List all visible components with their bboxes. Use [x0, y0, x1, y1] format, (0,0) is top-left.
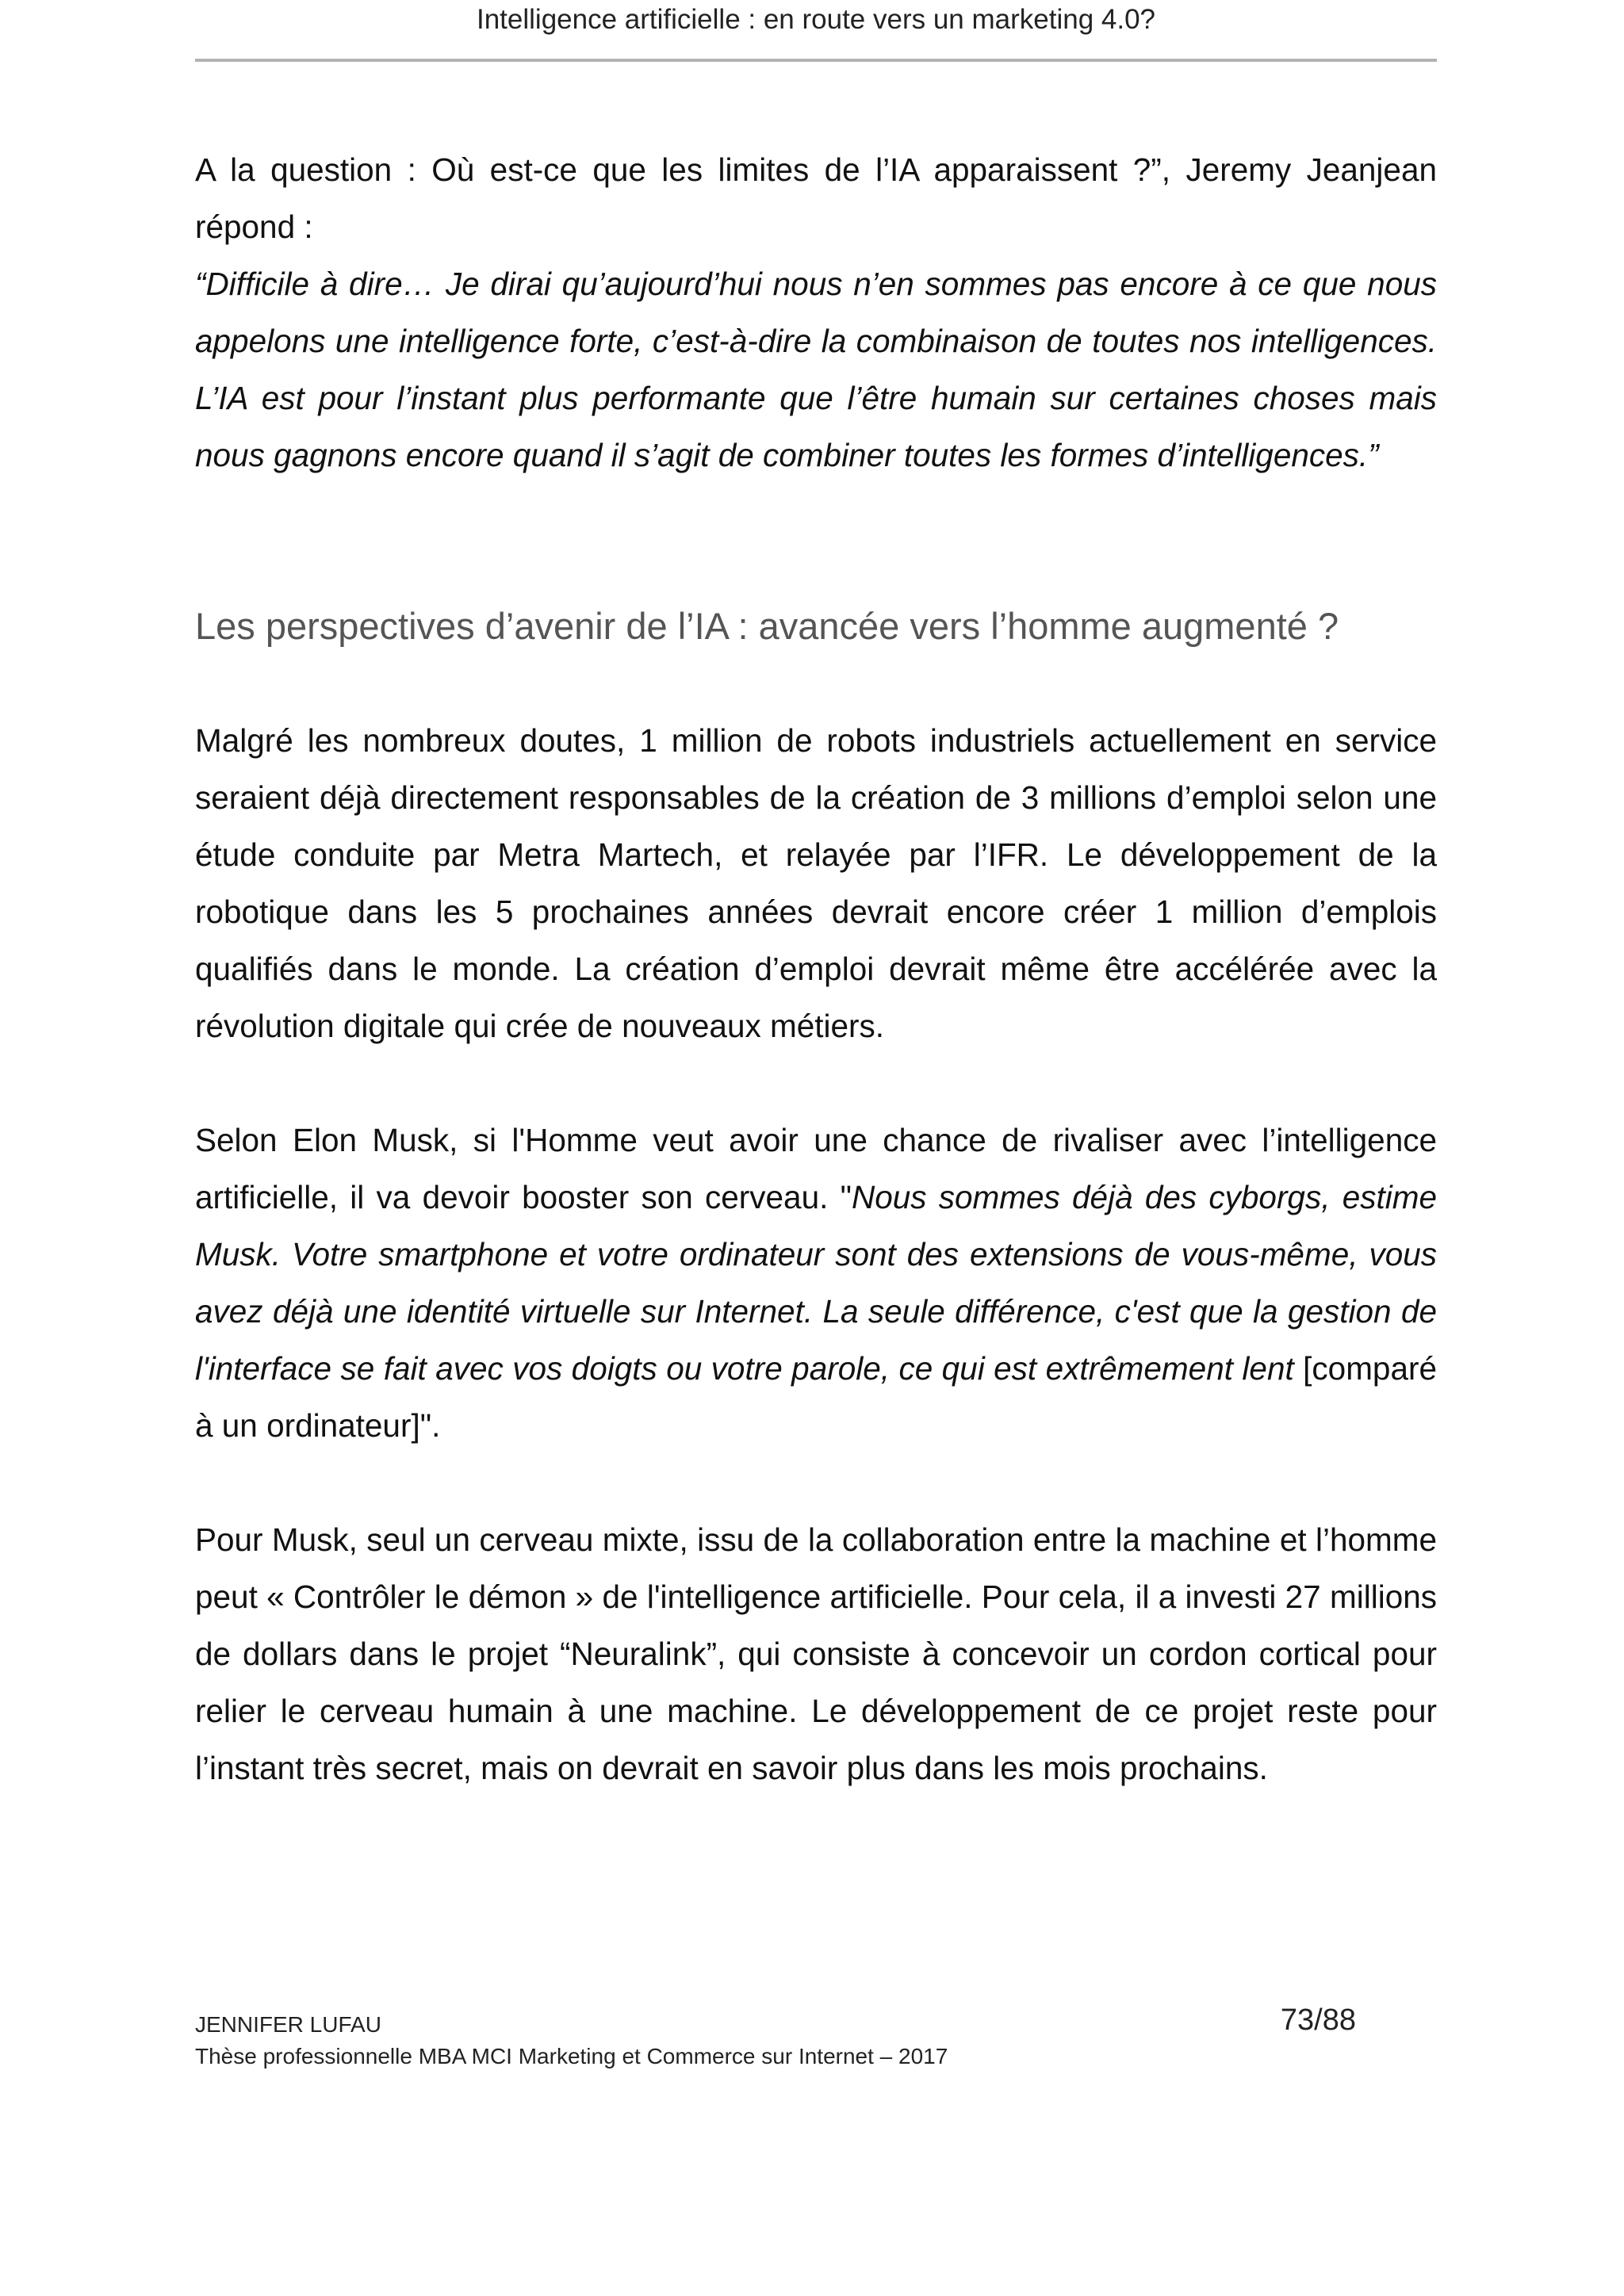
- spacer: [195, 1054, 1437, 1112]
- footer-author: JENNIFER LUFAU: [195, 2012, 381, 2037]
- musk-quote-end: [comparé à un ordinateur]".: [195, 1350, 1437, 1444]
- neuralink-paragraph: Pour Musk, seul un cerveau mixte, issu de la collaboration entre la machine et l’homme peut « Contrôler le démon » de l'intelligence artificielle. Pour cela, il a investi 27 millions de dollars dans le projet “Neuralink”, qui consiste à concevoir un cordon cortical pour relier le cerveau humain à une machine. Le développement de ce projet reste pour l’instant très secret, mais on devrait en savoir plus dans les mois prochains.: [195, 1521, 1437, 1786]
- jeanjean-quote: “Difficile à dire… Je dirai qu’aujourd’hui nous n’en sommes pas encore à ce que nous appelons une intelligence forte, c’est-à-dire la combinaison de toutes nos intelligences. L’IA est pour l’instant plus performante que l’être humain sur certaines choses mais nous gagnons encore quand il s’agit de combiner toutes les formes d’intelligences.”: [195, 266, 1437, 473]
- footer-thesis-title: Thèse professionnelle MBA MCI Marketing et Commerce sur Internet – 2017: [195, 2044, 948, 2068]
- intro-paragraph: A la question : Où est-ce que les limites de l’IA apparaissent ?”, Jeremy Jeanjean répond :: [195, 151, 1437, 245]
- musk-quote: Nous sommes déjà des cyborgs, estime Musk. Votre smartphone et votre ordinateur sont des extensions de vous-même, vous avez déjà une identité virtuelle sur Internet. La seule différence, c'est que la gestion de l'interface se fait avec vos doigts ou votre parole, ce qui est extrêmement lent: [195, 1179, 1437, 1387]
- page-number: 73/88: [1280, 2003, 1356, 2037]
- header-divider: [195, 59, 1437, 62]
- robotics-paragraph: Malgré les nombreux doutes, 1 million de robots industriels actuellement en service seraient déjà directement responsables de la création de 3 millions d’emploi selon une étude conduite par Metra Martech, et relayée par l’IFR. Le développement de la robotique dans les 5 prochaines années devrait encore créer 1 million d’emplois qualifiés dans le monde. La création d’emploi devrait même être accélérée avec la révolution digitale qui crée de nouveaux métiers.: [195, 722, 1437, 1044]
- section-heading: Les perspectives d’avenir de l’IA : avancée vers l’homme augmenté ?: [195, 605, 1339, 647]
- musk-paragraph: [195, 1112, 1437, 1454]
- spacer: [195, 655, 1437, 712]
- running-header: Intelligence artificielle : en route vers un marketing 4.0?: [476, 4, 1155, 35]
- spacer: [195, 484, 1437, 598]
- musk-intro: Selon Elon Musk, si l'Homme veut avoir une chance de rivaliser avec l’intelligence artificielle, il va devoir booster son cerveau. ": [195, 1122, 1437, 1215]
- page-body: [195, 141, 1437, 1797]
- spacer: [195, 1454, 1437, 1511]
